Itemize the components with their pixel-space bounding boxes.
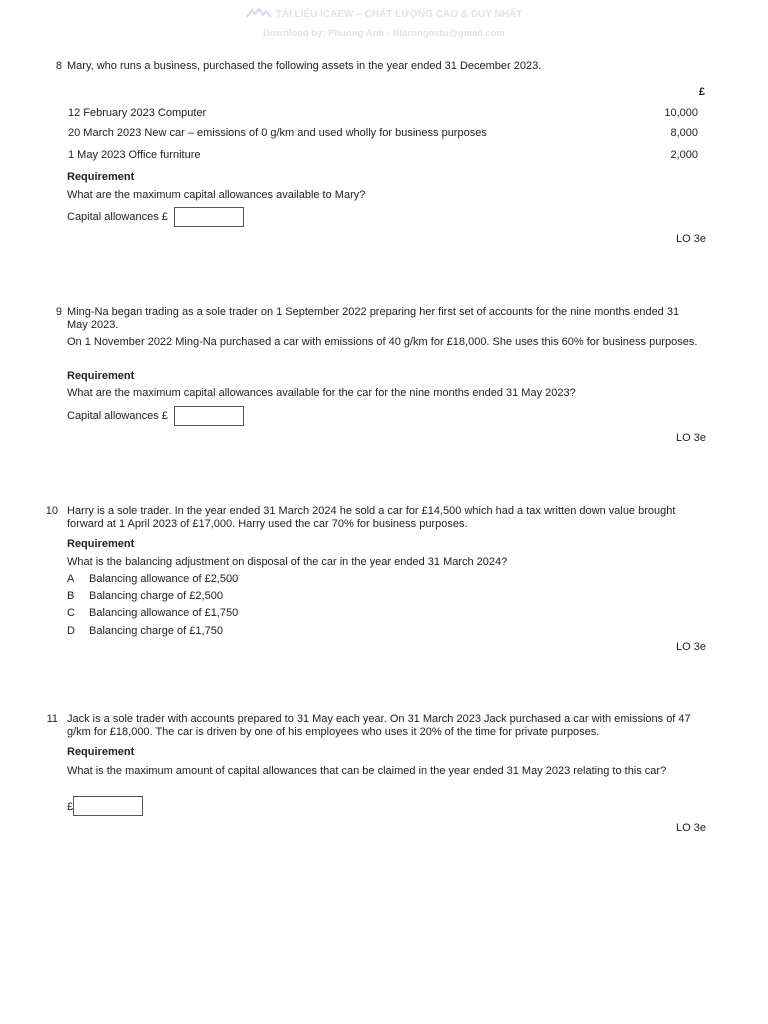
question-text: Ming-Na began trading as a sole trader on 1 September 2022 preparing her first set of accounts for the nine months ended 31 May 2023. <box>67 306 680 331</box>
requirement-text: What are the maximum capital allowances available to Mary? <box>67 189 366 201</box>
option-letter: A <box>67 573 75 585</box>
requirement-heading: Requirement <box>67 538 135 550</box>
asset-amount: 2,000 <box>670 149 698 161</box>
answer-label: £ <box>67 801 74 813</box>
question-text: Harry is a sole trader. In the year ended 31 March 2024 he sold a car for £14,500 which had a tax written down value brought forward at 1 April 2023 of £17,000. Harry used the car 70% for business purposes. <box>67 505 676 530</box>
question-number: 9 <box>55 306 62 318</box>
capital-allowances-input[interactable] <box>174 406 244 426</box>
requirement-heading: Requirement <box>67 746 135 758</box>
requirement-text: What is the maximum amount of capital allowances that can be claimed in the year ended 31 May 2023 relating to this car? <box>67 765 667 777</box>
capital-allowances-input[interactable] <box>73 796 143 816</box>
option-text: Balancing charge of £2,500 <box>89 590 223 602</box>
currency-header: £ <box>698 86 705 98</box>
asset-row <box>68 149 698 161</box>
option-letter: B <box>67 590 75 602</box>
requirement-text: What is the balancing adjustment on disposal of the car in the year ended 31 March 2024? <box>67 556 508 568</box>
option-text: Balancing charge of £1,750 <box>89 625 223 637</box>
asset-description: 1 May 2023 Office furniture <box>68 149 201 161</box>
asset-amount: 10,000 <box>664 107 698 119</box>
asset-description: 20 March 2023 New car – emissions of 0 g/km and used wholly for business purposes <box>68 127 487 139</box>
learning-outcome: LO 3e <box>676 641 706 653</box>
requirement-heading: Requirement <box>67 370 135 382</box>
question-number: 11 <box>46 713 58 725</box>
option-letter: D <box>67 625 75 637</box>
option-b[interactable] <box>67 590 223 602</box>
option-text: Balancing allowance of £1,750 <box>89 607 239 619</box>
asset-row <box>68 107 698 119</box>
option-c[interactable] <box>67 607 238 619</box>
watermark-download: Download by: Phuong Anh - Klarongostu@gmail.com <box>263 28 505 39</box>
asset-row <box>68 127 698 139</box>
question-number: 10 <box>45 505 58 517</box>
option-text: Balancing allowance of £2,500 <box>89 573 239 585</box>
capital-allowances-input[interactable] <box>174 207 244 227</box>
option-a[interactable] <box>67 573 238 585</box>
learning-outcome: LO 3e <box>676 432 706 444</box>
asset-description: 12 February 2023 Computer <box>68 107 207 119</box>
asset-amount: 8,000 <box>670 127 698 139</box>
question-text: Jack is a sole trader with accounts prepared to 31 May each year. On 31 March 2023 Jack purchased a car with emissions of 47 g/km for £18,000. The car is driven by one of his employees who uses it 20% of the time for private purposes. <box>67 713 691 738</box>
answer-label: Capital allowances £ <box>67 211 168 223</box>
answer-label: Capital allowances £ <box>67 410 168 422</box>
option-d[interactable] <box>67 625 223 637</box>
logo-icon <box>246 8 272 21</box>
question-text: On 1 November 2022 Ming-Na purchased a car with emissions of 40 g/km for £18,000. She uses this 60% for business purposes. <box>67 336 698 348</box>
question-number: 8 <box>55 60 62 72</box>
learning-outcome: LO 3e <box>676 822 706 834</box>
question-text: Mary, who runs a business, purchased the following assets in the year ended 31 December 2023. <box>67 60 542 72</box>
requirement-text: What are the maximum capital allowances available for the car for the nine months ended 31 May 2023? <box>67 387 576 399</box>
watermark-title: TÀI LIỆU ICAEW – CHẤT LƯỢNG CAO & DUY NHẤT <box>0 8 768 21</box>
option-letter: C <box>67 607 75 619</box>
learning-outcome: LO 3e <box>676 233 706 245</box>
requirement-heading: Requirement <box>67 171 135 183</box>
